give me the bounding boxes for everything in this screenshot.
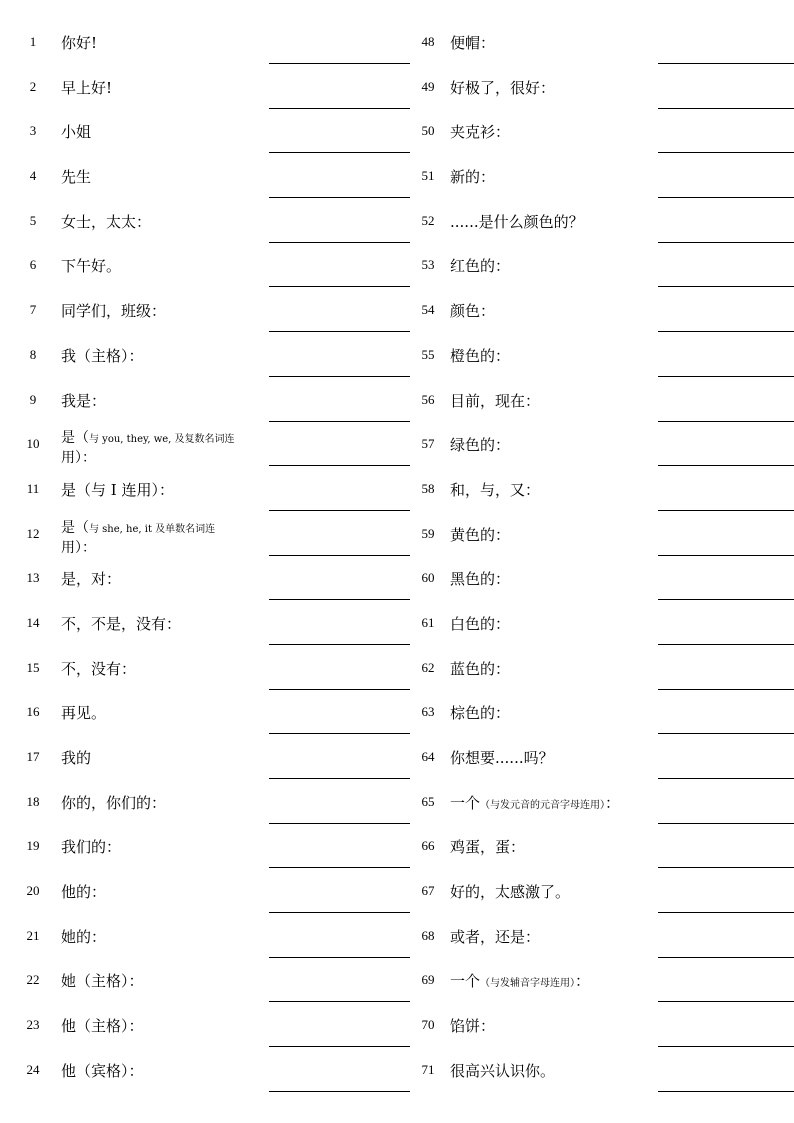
item-prompt [450, 747, 554, 768]
item-number: 20 [26, 883, 40, 899]
item-prompt [61, 792, 166, 813]
vocab-row [408, 869, 794, 914]
item-prompt [61, 1015, 144, 1036]
prompt-text: 很高兴认识你。 [450, 1061, 556, 1080]
vocab-row [408, 288, 794, 333]
answer-blank-line[interactable] [658, 1091, 794, 1092]
item-number: 4 [29, 168, 37, 184]
item-prompt [61, 300, 166, 321]
prompt-text: 他的： [61, 883, 107, 902]
prompt-text: 馅饼： [450, 1017, 496, 1036]
vocab-row [408, 199, 794, 244]
item-prompt [450, 1015, 495, 1036]
item-number: 57 [421, 436, 435, 452]
item-number: 64 [421, 749, 435, 764]
item-prompt [450, 255, 510, 276]
item-number: 49 [421, 78, 435, 94]
vocab-row [0, 646, 415, 691]
vocab-row [0, 780, 415, 825]
item-prompt [61, 211, 151, 232]
item-prompt [450, 434, 510, 455]
vocab-row [0, 243, 415, 288]
item-number: 56 [421, 391, 435, 407]
vocab-row [408, 333, 794, 378]
vocab-row [0, 958, 415, 1003]
vocab-row [408, 824, 794, 869]
item-number: 8 [29, 346, 37, 362]
item-number: 53 [421, 257, 435, 273]
item-prompt [61, 702, 106, 723]
item-prompt [450, 121, 510, 142]
item-number: 71 [421, 1061, 435, 1077]
item-prompt [61, 836, 121, 857]
prompt-text: 我是： [61, 391, 107, 410]
item-number: 68 [421, 927, 435, 943]
vocab-row [0, 65, 415, 110]
item-number: 14 [26, 614, 40, 630]
item-number: 69 [421, 972, 435, 988]
usage-note: 与 you, they, we, 及复数名词连 [89, 434, 235, 446]
vocab-row [408, 20, 794, 65]
item-number: 7 [29, 302, 37, 318]
item-prompt [61, 747, 91, 768]
prompt-text: 新的： [450, 168, 496, 187]
vocab-row [0, 824, 415, 869]
item-number: 10 [26, 436, 40, 452]
item-prompt [61, 1060, 144, 1081]
item-prompt [61, 77, 112, 98]
item-number: 23 [26, 1017, 40, 1033]
item-number: 3 [29, 123, 37, 139]
item-prompt [61, 613, 181, 634]
item-number: 6 [29, 257, 37, 273]
prompt-text: 你好! [61, 34, 98, 52]
prompt-text: 下午好。 [61, 257, 122, 276]
vocab-row [408, 109, 794, 154]
item-prompt [450, 881, 570, 902]
right-column [408, 20, 794, 1093]
item-number: 61 [421, 614, 435, 630]
item-number: 52 [421, 212, 435, 228]
item-prompt [61, 390, 106, 411]
item-prompt [61, 881, 106, 902]
prompt-text: 他（宾格）： [61, 1061, 144, 1080]
prompt-text: 棕色的： [450, 704, 511, 723]
item-prompt [450, 166, 495, 187]
prompt-text: 是（与 I 连用）： [61, 480, 174, 499]
prompt-text: 再见。 [61, 704, 107, 723]
item-number: 67 [421, 883, 435, 899]
prompt-text: 目前，现在： [450, 391, 541, 410]
prompt-text: 我们的： [61, 838, 122, 857]
item-prompt [61, 479, 174, 500]
prompt-text: 他（主格）： [61, 1017, 144, 1036]
vocab-row [0, 914, 415, 959]
item-number: 24 [26, 1061, 40, 1077]
item-number: 18 [26, 793, 40, 809]
vocab-row [0, 467, 415, 512]
prompt-text: 白色的： [450, 614, 511, 633]
prompt-text: 你想要......吗？ [450, 749, 554, 767]
prompt-tail: ： [605, 793, 621, 812]
vocab-row [0, 556, 415, 601]
item-number: 60 [421, 570, 435, 586]
item-number: 13 [26, 570, 40, 586]
vocab-row [0, 512, 415, 557]
item-number: 59 [421, 525, 435, 541]
prompt-text: 黑色的： [450, 570, 511, 589]
vocab-row [408, 735, 794, 780]
vocab-row [0, 690, 415, 735]
vocab-row [0, 1003, 415, 1048]
answer-blank-line[interactable] [269, 1091, 410, 1092]
vocab-row [408, 467, 794, 512]
prompt-text: 你的，你们的： [61, 793, 167, 812]
prompt-tail: 用）： [61, 450, 96, 467]
item-prompt [450, 77, 555, 98]
prompt-text: 是（ [61, 430, 89, 447]
item-prompt [450, 1060, 555, 1081]
prompt-text: 蓝色的： [450, 659, 511, 678]
prompt-text: 早上好! [61, 78, 113, 97]
item-prompt [450, 836, 525, 857]
prompt-text: 小姐 [61, 123, 92, 142]
vocab-row [408, 914, 794, 959]
item-number: 12 [26, 525, 40, 541]
prompt-text: 便帽： [450, 34, 496, 52]
item-prompt [450, 390, 540, 411]
vocab-row [408, 243, 794, 288]
item-number: 62 [421, 659, 435, 675]
vocab-row [408, 422, 794, 467]
prompt-text: 她（主格）： [61, 972, 144, 991]
vocab-row [408, 512, 794, 557]
vocab-row [0, 378, 415, 423]
left-column [0, 20, 415, 1093]
prompt-text: 颜色： [450, 302, 496, 321]
item-number: 55 [421, 346, 435, 362]
item-number: 48 [421, 34, 435, 49]
item-prompt [61, 255, 121, 276]
item-prompt [450, 345, 510, 366]
item-prompt [450, 613, 510, 634]
prompt-text: 不，没有： [61, 659, 137, 678]
prompt-text: 不，不是，没有： [61, 614, 182, 633]
vocab-row [0, 154, 415, 199]
item-number: 65 [421, 793, 435, 809]
item-number: 9 [29, 391, 37, 407]
prompt-text: 先生 [61, 168, 92, 187]
item-number: 17 [26, 749, 40, 764]
item-number: 70 [421, 1017, 435, 1033]
item-prompt [450, 479, 540, 500]
prompt-text: 绿色的： [450, 436, 511, 455]
vocab-row [408, 1048, 794, 1093]
item-prompt [61, 658, 136, 679]
item-number: 58 [421, 480, 435, 496]
vocab-row [0, 601, 415, 646]
vocab-row [408, 958, 794, 1003]
item-prompt [61, 519, 266, 557]
item-number: 2 [29, 78, 37, 94]
item-number: 1 [29, 34, 37, 49]
item-prompt [450, 211, 584, 232]
item-number: 16 [26, 704, 40, 720]
vocab-row [408, 556, 794, 601]
vocab-row [408, 690, 794, 735]
prompt-text: 一个 [450, 972, 481, 991]
item-prompt [450, 32, 495, 53]
prompt-text: 和，与，又： [450, 480, 541, 499]
usage-note: （与发元音的元音字母连用） [480, 799, 606, 811]
item-number: 22 [26, 972, 40, 988]
item-prompt [61, 121, 91, 142]
prompt-text: 鸡蛋，蛋： [450, 838, 526, 857]
prompt-tail: ： [575, 972, 591, 991]
item-number: 63 [421, 704, 435, 720]
prompt-text: 橙色的： [450, 346, 511, 365]
vocab-row [0, 735, 415, 780]
vocab-row [408, 65, 794, 110]
item-number: 19 [26, 838, 40, 854]
prompt-text: 夹克衫： [450, 123, 511, 142]
item-prompt [450, 792, 620, 813]
item-number: 5 [29, 212, 37, 228]
item-prompt [61, 345, 144, 366]
item-number: 54 [421, 302, 435, 318]
item-number: 51 [421, 168, 435, 184]
vocab-row [408, 154, 794, 199]
item-prompt [61, 926, 106, 947]
prompt-text: 黄色的： [450, 525, 511, 544]
prompt-text: 是（ [61, 519, 89, 536]
vocab-row [408, 646, 794, 691]
item-prompt [61, 429, 266, 467]
prompt-text: 好的，太感激了。 [450, 883, 571, 902]
item-number: 15 [26, 659, 40, 675]
item-prompt [450, 300, 495, 321]
prompt-text: 我（主格）： [61, 346, 144, 365]
item-prompt [450, 926, 540, 947]
item-number: 21 [26, 927, 40, 943]
item-prompt [61, 970, 144, 991]
prompt-text: 她的： [61, 927, 107, 946]
item-prompt [450, 524, 510, 545]
vocab-row [0, 288, 415, 333]
vocab-row [408, 378, 794, 423]
prompt-text: 或者，还是： [450, 927, 541, 946]
item-prompt [61, 166, 91, 187]
prompt-tail: 用）： [61, 539, 96, 556]
item-prompt [61, 568, 121, 589]
vocab-row [0, 20, 415, 65]
vocab-row [0, 199, 415, 244]
prompt-text: 我的 [61, 749, 92, 767]
vocab-row [0, 109, 415, 154]
vocab-row [408, 780, 794, 825]
prompt-text: 好极了，很好： [450, 78, 556, 97]
item-number: 66 [421, 838, 435, 854]
prompt-text: 一个 [450, 793, 481, 812]
item-prompt [450, 702, 510, 723]
vocab-row [408, 601, 794, 646]
vocab-row [408, 1003, 794, 1048]
item-number: 50 [421, 123, 435, 139]
prompt-text: 是，对： [61, 570, 122, 589]
prompt-text: ......是什么颜色的？ [450, 212, 584, 231]
item-prompt [450, 658, 510, 679]
item-prompt [61, 32, 97, 53]
vocab-row [0, 1048, 415, 1093]
item-number: 11 [26, 480, 40, 496]
item-prompt [450, 970, 590, 991]
prompt-text: 红色的： [450, 257, 511, 276]
vocab-row [0, 869, 415, 914]
prompt-text: 同学们，班级： [61, 302, 167, 321]
vocab-row [0, 422, 415, 467]
item-prompt [450, 568, 510, 589]
usage-note: 与 she, he, it 及单数名词连 [89, 523, 216, 535]
vocab-row [0, 333, 415, 378]
prompt-text: 女士，太太： [61, 212, 152, 231]
usage-note: （与发辅音字母连用） [480, 978, 576, 990]
